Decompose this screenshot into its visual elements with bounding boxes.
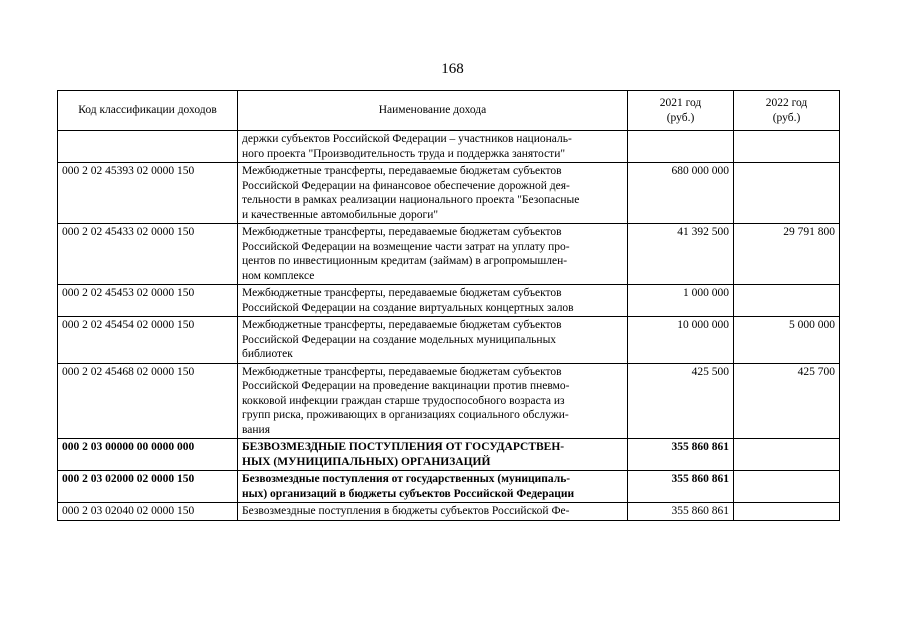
cell-name-line: библиотек: [242, 348, 293, 360]
cell-name-line: Российской Федерации на создание виртуальных концертных залов: [242, 301, 574, 314]
cell-name-line: Межбюджетные трансферты, передаваемые бюджетам субъектов: [242, 165, 562, 177]
cell-amount-2022: 5 000 000: [734, 317, 840, 364]
cell-name-line: Российской Федерации на возмещение части затрат на уплату про-: [242, 240, 570, 253]
table-row: [58, 503, 840, 521]
cell-name: [238, 471, 628, 503]
cell-name: [238, 131, 628, 163]
cell-name-line: центов по инвестиционным кредитам (займам) в агропромышлен-: [242, 255, 568, 267]
cell-name-line: тельности в рамках реализации национального проекта "Безопасные: [242, 194, 580, 206]
cell-amount-2022: 29 791 800: [734, 224, 840, 285]
table-header-row: [58, 91, 840, 131]
table-row: [58, 439, 840, 471]
cell-amount-2022: [734, 285, 840, 317]
cell-code: 000 2 02 45454 02 0000 150: [58, 317, 238, 364]
cell-name-line: Российской Федерации на финансовое обеспечение дорожной дея-: [242, 179, 570, 192]
page-number: 168: [441, 61, 464, 77]
cell-name: [238, 363, 628, 439]
cell-name-line: Безвозмездные поступления в бюджеты субъектов Российской Фе-: [242, 505, 570, 517]
cell-name: [238, 439, 628, 471]
cell-name-line: Межбюджетные трансферты, передаваемые бюджетам субъектов: [242, 287, 562, 299]
cell-amount-2021: [628, 131, 734, 163]
cell-code: 000 2 03 02040 02 0000 150: [58, 503, 238, 521]
revenue-table: [57, 90, 840, 521]
table-row: [58, 224, 840, 285]
cell-amount-2021: 10 000 000: [628, 317, 734, 364]
cell-name-line: и качественные автомобильные дороги": [242, 208, 439, 221]
cell-name-line: вания: [242, 423, 270, 436]
cell-name-line: групп риска, проживающих в организациях социального обслужи-: [242, 409, 569, 421]
header-code: Код классификации доходов: [58, 91, 238, 131]
cell-name-line: Российской Федерации на проведение вакцинации против пневмо-: [242, 380, 570, 392]
cell-code: 000 2 02 45453 02 0000 150: [58, 285, 238, 317]
cell-name-line: БЕЗВОЗМЕЗДНЫЕ ПОСТУПЛЕНИЯ ОТ ГОСУДАРСТВЕН-: [242, 441, 565, 453]
cell-amount-2021: 425 500: [628, 363, 734, 439]
cell-name: [238, 503, 628, 521]
cell-name-line: держки субъектов Российской Федерации – участников националь-: [242, 133, 572, 145]
table-row: [58, 285, 840, 317]
cell-amount-2021: 355 860 861: [628, 439, 734, 471]
table-row: [58, 471, 840, 503]
cell-name-line: ного проекта "Производительность труда и поддержка занятости": [242, 147, 566, 160]
cell-amount-2021: 355 860 861: [628, 471, 734, 503]
header-year-2021: 2021 год (руб.): [628, 91, 734, 131]
cell-code: 000 2 02 45468 02 0000 150: [58, 363, 238, 439]
cell-code: 000 2 02 45393 02 0000 150: [58, 163, 238, 224]
table-body: [58, 131, 840, 521]
cell-name-line: НЫХ (МУНИЦИПАЛЬНЫХ) ОРГАНИЗАЦИЙ: [242, 455, 491, 468]
cell-name: [238, 285, 628, 317]
table-row: [58, 163, 840, 224]
cell-name: [238, 163, 628, 224]
cell-amount-2021: 680 000 000: [628, 163, 734, 224]
cell-name: [238, 317, 628, 364]
cell-name-line: Российской Федерации на создание модельных муниципальных: [242, 333, 557, 346]
cell-amount-2022: [734, 131, 840, 163]
cell-code: 000 2 02 45433 02 0000 150: [58, 224, 238, 285]
cell-name-line: ных) организаций в бюджеты субъектов Российской Федерации: [242, 487, 575, 500]
cell-amount-2022: [734, 163, 840, 224]
cell-name-line: Межбюджетные трансферты, передаваемые бюджетам субъектов: [242, 226, 562, 238]
cell-name-line: ном комплексе: [242, 269, 315, 282]
cell-amount-2021: 1 000 000: [628, 285, 734, 317]
cell-amount-2022: [734, 471, 840, 503]
cell-amount-2021: 355 860 861: [628, 503, 734, 521]
cell-code: 000 2 03 00000 00 0000 000: [58, 439, 238, 471]
cell-name: [238, 224, 628, 285]
cell-name-line: Межбюджетные трансферты, передаваемые бюджетам субъектов: [242, 365, 562, 378]
header-name: Наименование дохода: [238, 91, 628, 131]
cell-amount-2021: 41 392 500: [628, 224, 734, 285]
cell-name-line: Безвозмездные поступления от государственных (муниципаль-: [242, 473, 571, 485]
cell-amount-2022: [734, 503, 840, 521]
cell-code: [58, 131, 238, 163]
cell-amount-2022: 425 700: [734, 363, 840, 439]
header-year-2022: 2022 год (руб.): [734, 91, 840, 131]
cell-code: 000 2 03 02000 02 0000 150: [58, 471, 238, 503]
cell-name-line: кокковой инфекции граждан старше трудоспособного возраста из: [242, 394, 565, 407]
table-row: [58, 131, 840, 163]
cell-amount-2022: [734, 439, 840, 471]
table-row: [58, 317, 840, 364]
cell-name-line: Межбюджетные трансферты, передаваемые бюджетам субъектов: [242, 319, 562, 331]
table-row: [58, 363, 840, 439]
